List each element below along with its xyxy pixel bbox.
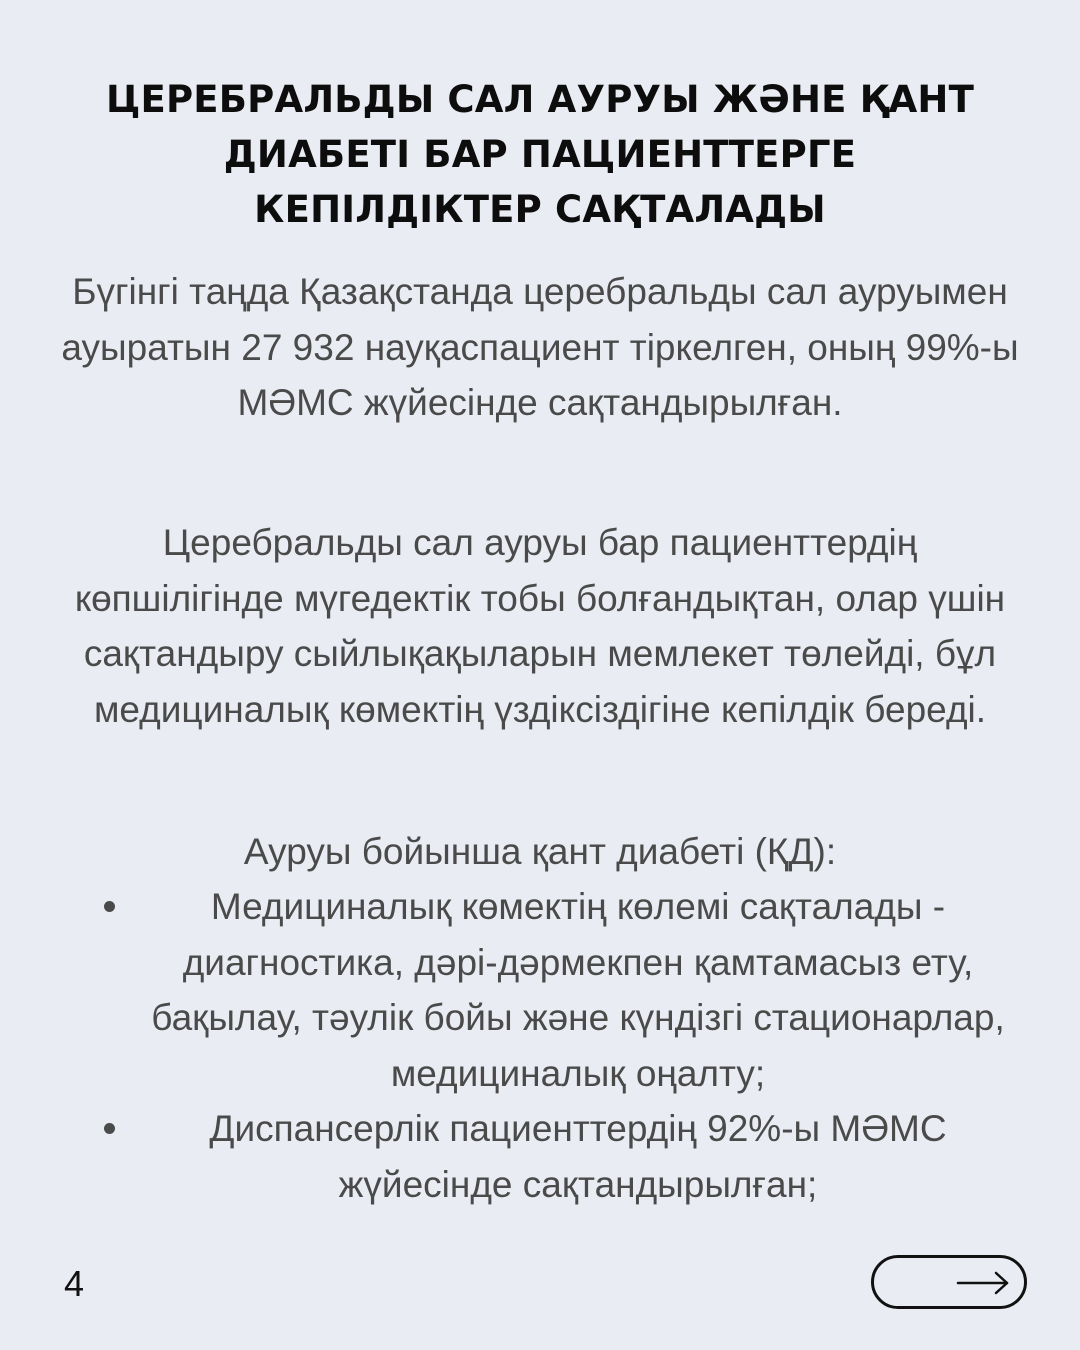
next-page-button[interactable]: [871, 1255, 1027, 1309]
page-title: ЦЕРЕБРАЛЬДЫ САЛ АУРУЫ ЖӘНЕ ҚАНТ ДИАБЕТІ БАР ПАЦИЕНТТЕРГЕ КЕПІЛДІКТЕР САҚТАЛАДЫ: [105, 78, 975, 231]
page-number: 4: [64, 1263, 85, 1304]
paragraph-diabetes-heading: Ауруы бойынша қант диабеті (ҚД):: [243, 831, 837, 872]
list-item-text: Диспансерлік пациенттердің 92%-ы МӘМС жүйесінде сақтандырылған;: [209, 1108, 947, 1205]
diabetes-bullet-list: [60, 879, 1020, 1212]
list-item: [60, 879, 1020, 1101]
list-item: [60, 1101, 1020, 1212]
bullet-dot-icon: [104, 1123, 115, 1134]
paragraph-disability-insurance: Церебральды сал ауруы бар пациенттердің көпшілігінде мүгедектік тобы болғандықтан, олар үшін сақтандыру сыйлықақыларын мемлекет төлейді, бұл медициналық көмектің үздіксіздігіне кепілдік береді.: [74, 522, 1006, 730]
list-item-text: Медициналық көмектің көлемі сақталады - диагностика, дәрі-дәрмекпен қамтамасыз ету, бақылау, тәулік бойы және күндізгі стационарлар, медициналық оңалту;: [151, 886, 1005, 1094]
paragraph-cerebral-palsy-stats: Бүгінгі таңда Қазақстанда церебральды сал ауруымен ауыратын 27 932 науқаспациент тіркелген, оның 99%-ы МӘМС жүйесінде сақтандырылған.: [61, 271, 1019, 423]
arrow-right-icon: [956, 1270, 1010, 1296]
bullet-dot-icon: [104, 901, 115, 912]
